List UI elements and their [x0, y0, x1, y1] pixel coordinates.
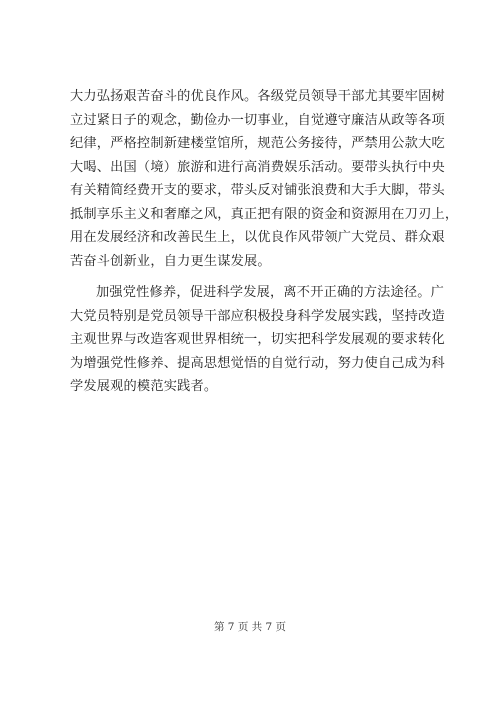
- text-line: 大力弘扬艰苦奋斗的优良作风。各级党员领导干部尤其要牢固树: [70, 89, 445, 104]
- text-line: 学发展观的模范实践者。: [70, 379, 218, 394]
- text-line: 大喝、出国（境）旅游和进行高消费娱乐活动。要带头执行中央: [70, 159, 445, 175]
- text-line: 为增强党性修养、提高思想觉悟的自觉行动，努力使自己成为科: [70, 355, 445, 371]
- text-line: 加强党性修养，促进科学发展，离不开正确的方法途径。广: [96, 285, 445, 300]
- text-line: 立过紧日子的观念，勤俭办一切事业，自觉遵守廉洁从政等各项: [70, 112, 445, 128]
- text-line: 有关精简经费开支的要求，带头反对铺张浪费和大手大脚，带头: [70, 183, 445, 198]
- text-line: 苦奋斗创新业，自力更生谋发展。: [70, 253, 271, 269]
- paragraph-1: [70, 85, 459, 273]
- text-line: 主观世界与改造客观世界相统一，切实把科学发展观的要求转化: [70, 332, 445, 347]
- text-line: 抵制享乐主义和奢靡之风，真正把有限的资金和资源用在刀刃上，: [70, 206, 459, 222]
- text-line: 用在发展经济和改善民生上，以优良作风带领广大党员、群众艰: [70, 230, 445, 245]
- text-line: 纪律，严格控制新建楼堂馆所，规范公务接待，严禁用公款大吃: [70, 136, 445, 151]
- page-number-footer: 第 7 页 共 7 页: [213, 621, 287, 633]
- text-line: 大党员特别是党员领导干部应积极投身科学发展实践，坚持改造: [70, 308, 445, 324]
- paragraph-spacer: [70, 273, 432, 281]
- paragraph-2: [70, 281, 445, 399]
- document-body: [70, 85, 459, 399]
